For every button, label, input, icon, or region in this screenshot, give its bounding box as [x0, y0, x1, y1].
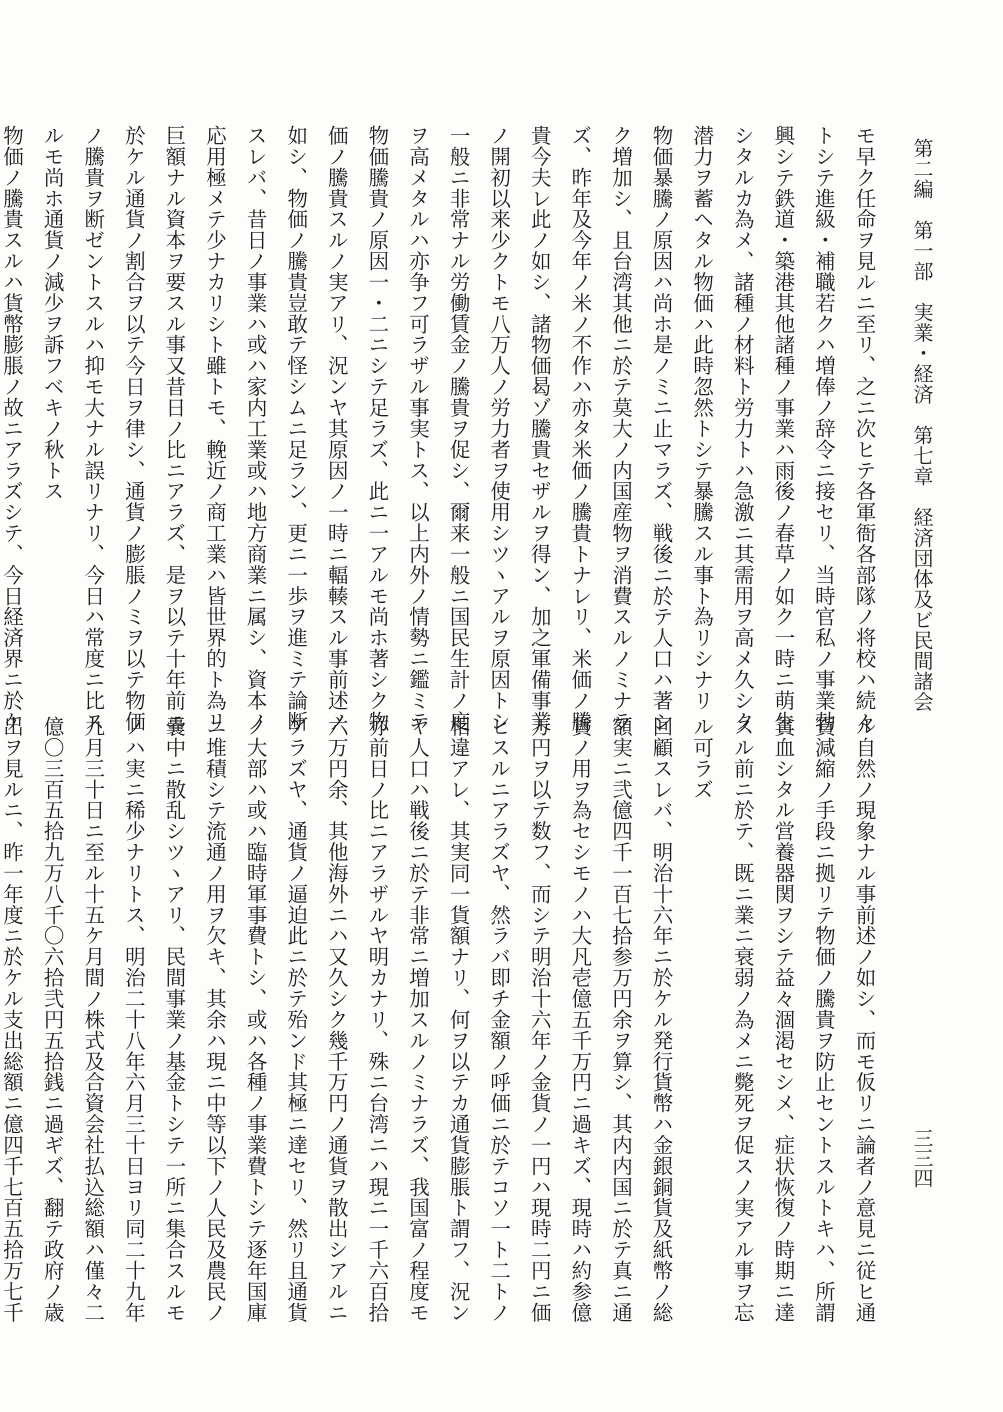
text-line: ルモ尚ホ通貨ノ減少ヲ訴フベキノ秋トス	[40, 125, 65, 502]
text-line: ノ騰貴ヲ断ゼントスルハ抑モ大ナル誤リナリ、今日ハ常度ニ比ス	[80, 125, 105, 732]
text-line: 物価暴騰ノ原因ハ尚ホ是ノミニ止マラズ、戦後ニ於テ人口ハ著シ	[649, 125, 674, 732]
text-line: 貧血シタル営養器関ヲシテ益々涸渇セシメ、症状恢復ノ時期ニ達	[770, 716, 795, 1323]
text-line: モ早ク任命ヲ見ルニ至リ、之ニ次ヒテ各軍衙各部隊ノ将校ハ続々	[852, 125, 876, 732]
text-line: ズ、昨年及今年ノ米ノ不作ハ亦タ米価ノ騰貴トナレリ、米価ノ騰	[567, 125, 592, 732]
text-line: 応用極メテ少ナカリシト雖トモ、輓近ノ商工業ハ皆世界的ト為リ	[202, 125, 227, 732]
lower-text-block	[0, 716, 884, 1356]
text-line: 於ケル通貨ノ割合ヲ以テ今日ヲ律シ、通貨ノ膨脹ノミヲ以テ物価	[121, 125, 146, 732]
text-line: 物価騰貴ノ原因一・二ニシテ足ラズ、此ニ一アルモ尚ホ著シク物	[364, 125, 389, 732]
text-line: スレバ、昔日ノ事業ハ或ハ家内工業或ハ地方商業ニ属シ、資本ノ	[243, 125, 268, 732]
upper-text-block	[0, 125, 884, 732]
text-line: 万円ヲ以テ数フ、而シテ明治十六年ノ金貨ノ一円ハ現時二円ニ価	[527, 716, 552, 1323]
text-line: ル可ラズ	[689, 716, 714, 800]
text-line: シタルカ為メ、諸種ノ材料ト労力トハ急激ニ其需用ヲ高メ久シク	[730, 125, 755, 732]
text-line: 九月三十日ニ至ル十五ケ月間ノ株式及合資会社払込総額ハ僅々二	[80, 716, 105, 1323]
text-line: トシテ進級・補職若クハ増俸ノ辞令ニ接セリ、当時官私ノ事業勃	[811, 125, 836, 732]
text-line: ク増加シ、且台湾其他ニ於テ莫大ノ内国産物ヲ消費スルノミナラ	[608, 125, 633, 732]
text-line: 出ヲ見ルニ、昨一年度ニ於ケル支出総額ニ億四千七百五拾万七千	[0, 716, 24, 1323]
text-line: ヲ高メタルハ亦争フ可ラザル事実トス、以上内外ノ情勢ニ鑑ミテ	[405, 125, 430, 732]
text-line: 価ノ騰貴スルノ実アリ、況ンヤ其原因ノ一時ニ輻輳スル事前述ノ	[324, 125, 349, 732]
text-line: 相違アレ、其実同一貨額ナリ、何ヲ以テカ通貨膨脹ト謂フ、況ン	[446, 716, 471, 1323]
text-line: 物価ノ騰貴スルハ貨幣膨脹ノ故ニアラズシテ、今日経済界ニ於ケ	[0, 125, 24, 732]
page-number: 三三四	[910, 1128, 934, 1188]
text-line: 貴今夫レ此ノ如シ、諸物価曷ゾ騰貴セザルヲ得ン、加之軍備事業	[527, 125, 552, 732]
text-line: 六万円余、其他海外ニハ又久シク幾千万円ノ通貨ヲ散出シアルニ	[324, 716, 349, 1323]
text-line: 潜力ヲ蓄ヘタル物価ハ此時忽然トシテ暴騰スル事ト為リシナリ	[689, 125, 714, 711]
text-line: 回顧スレバ、明治十六年ニ於ケル発行貨幣ハ金銀銅貨及紙幣ノ総	[649, 716, 674, 1323]
text-line: ニ堆積シテ流通ノ用ヲ欠キ、其余ハ現ニ中等以下ノ人民及農民ノ	[202, 716, 227, 1323]
text-line: 興シテ鉄道・築港其他諸種ノ事業ハ雨後ノ春草ノ如ク一時ニ萌生	[770, 125, 795, 732]
text-line: 巨額ナル資本ヲ要スル事又昔日ノ比ニアラズ、是ヲ以テ十年前ニ	[161, 125, 186, 732]
text-line: スル前ニ於テ、既ニ業ニ衰弱ノ為メニ斃死ヲ促スノ実アル事ヲ忘	[730, 716, 755, 1323]
text-line: 億〇三百五拾九万八千〇六拾弐円五拾銭ニ過ギズ、翻テ政府ノ歳	[40, 716, 65, 1323]
text-line: 一般ニ非常ナル労働賃金ノ騰貴ヲ促シ、爾来一般ニ国民生計ノ度	[446, 125, 471, 732]
text-line: 嚢中ニ散乱シツヽアリ、民間事業ノ基金トシテ一所ニ集合スルモ	[161, 716, 186, 1323]
text-line: アラズヤ、通貨ノ逼迫此ニ於テ殆ンド其極ニ達セリ、然リ且通貨	[283, 716, 308, 1323]
text-line: 如シ、物価ノ騰貴豈敢テ怪シムニ足ラン、更ニ一歩ヲ進ミテ論断	[283, 125, 308, 732]
text-line: 貨減縮ノ手段ニ拠リテ物価ノ騰貴ヲ防止セントスルトキハ、所謂	[811, 716, 836, 1323]
running-head: 第二編 第一部 実業・経済 第七章 経済団体及ビ民間諸会	[910, 138, 934, 712]
text-line: 貨ノ用ヲ為セシモノハ大凡壱億五千万円ニ過キズ、現時ハ約参億	[567, 716, 592, 1323]
text-line: 額実ニ弐億四千一百七拾参万円余ヲ算シ、其内内国ニ於テ真ニ通	[608, 716, 633, 1323]
text-line: ノハ実ニ稀少ナリトス、明治二十八年六月三十日ヨリ同二十九年	[121, 716, 146, 1323]
text-line: ヒスルニアラズヤ、然ラバ即チ金額ノ呼価ニ於テコソ一ト二トノ	[486, 716, 511, 1323]
text-line: ノ大部ハ或ハ臨時軍事費トシ、或ハ各種ノ事業費トシテ逐年国庫	[243, 716, 268, 1323]
text-line: ル自然ノ現象ナル事前述ノ如シ、而モ仮リニ論者ノ意見ニ従ヒ通	[852, 716, 876, 1323]
text-line: 亦前日ノ比ニアラザルヤ明カナリ、殊ニ台湾ニハ現ニ一千六百拾	[364, 716, 389, 1323]
text-line: ノ開初以来少クトモ八万人ノ労力者ヲ使用シツヽアルヲ原因トシ	[486, 125, 511, 732]
text-line: ヤ人口ハ戦後ニ於テ非常ニ増加スルノミナラズ、我国富ノ程度モ	[405, 716, 430, 1323]
